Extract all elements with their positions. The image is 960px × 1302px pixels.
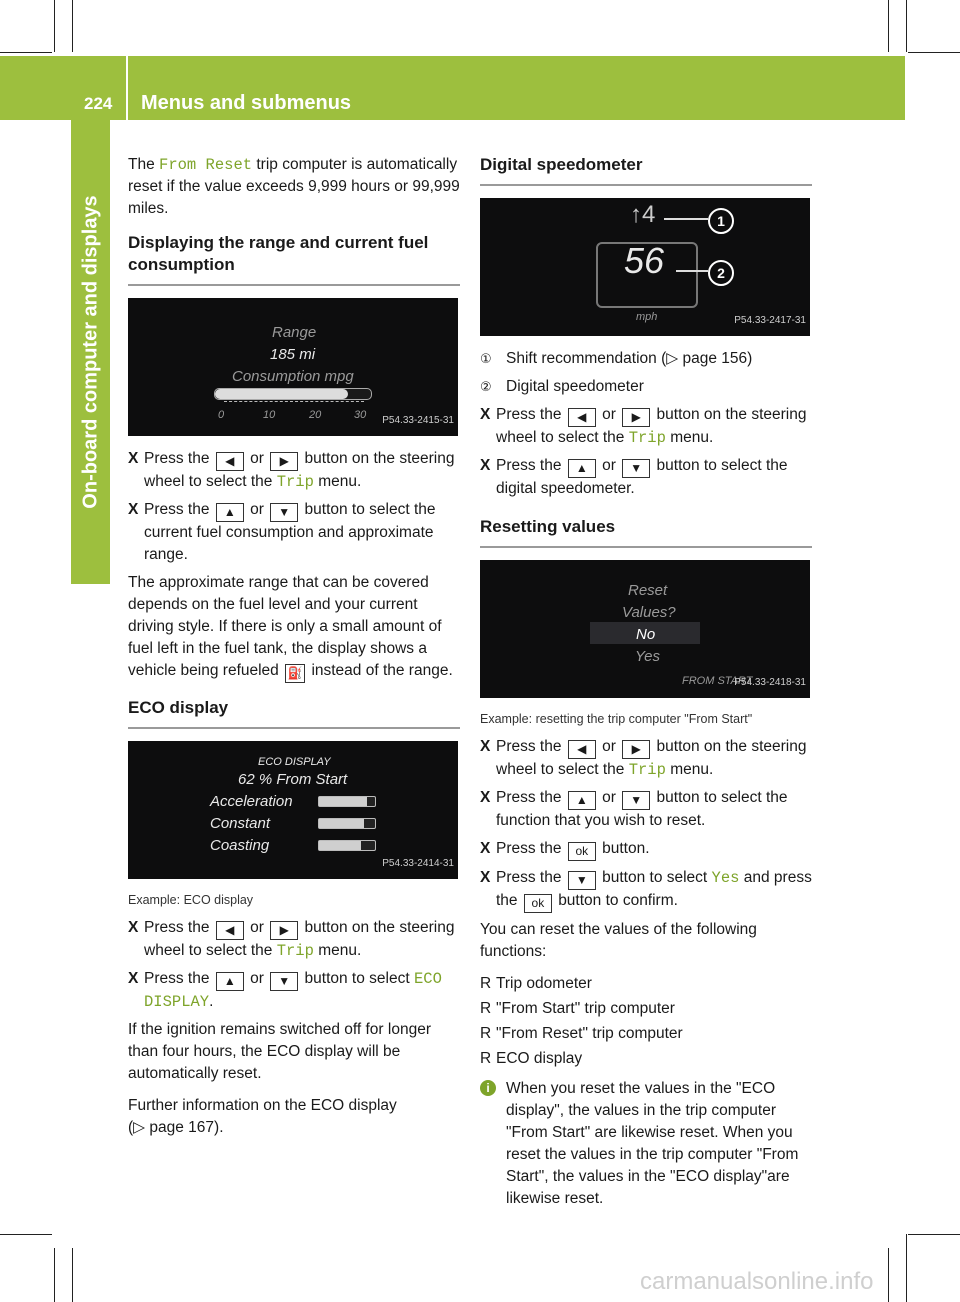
step-text: or (602, 738, 616, 755)
fuel-icon: ⛽ (285, 664, 305, 683)
step-marker: X (480, 840, 491, 857)
crop-mark (72, 0, 73, 52)
eco-row-label: Coasting (210, 837, 270, 854)
crop-mark (906, 0, 907, 52)
eco-row-label: Constant (210, 815, 271, 832)
list-item-text: "From Start" trip computer (496, 1000, 675, 1017)
info-note (480, 1078, 812, 1210)
left-column (128, 154, 460, 1149)
speed-unit: mph (636, 311, 658, 323)
bullet-marker: R (480, 975, 492, 992)
crop-mark (888, 0, 889, 52)
trip-menu-code: Trip (628, 761, 666, 779)
eco-row-bar (318, 840, 376, 851)
instruction-step (480, 838, 812, 861)
step-text: button on the steering wheel to select the (496, 738, 807, 778)
reset-line2: Values? (622, 604, 676, 621)
eco-row-label: Acceleration (210, 793, 293, 810)
left-arrow-key-icon: ◀ (568, 408, 596, 427)
down-arrow-key-icon: ▼ (622, 791, 650, 810)
legend-text: Shift recommendation (▷ page 156) (506, 350, 753, 367)
legend-marker: ② (480, 379, 492, 394)
speedo-heading: Digital speedometer (480, 154, 812, 186)
reset-option-no: No (636, 626, 656, 643)
crop-mark (54, 1248, 55, 1302)
eco-row-bar (318, 818, 376, 829)
eco-row-bar (318, 796, 376, 807)
bullet-marker: R (480, 1000, 492, 1017)
bullet-marker: R (480, 1050, 492, 1067)
eco-paragraph: If the ignition remains switched off for longer than four hours, the ECO display will be automatically reset. (128, 1021, 431, 1082)
gear-recommendation: ↑4 (630, 201, 656, 228)
eco-row-bar-fill (319, 797, 367, 806)
consumption-gauge-fill (215, 389, 348, 399)
header-divider (126, 56, 128, 120)
crop-mark (72, 1248, 73, 1302)
step-text: Press the (496, 406, 562, 423)
reset-option-yes: Yes (635, 648, 661, 665)
scale-tick: 30 (354, 409, 367, 421)
step-text: button to select the digital speedometer. (496, 457, 788, 497)
gauge-scale-line (224, 401, 364, 402)
eco-row-bar-fill (319, 819, 364, 828)
eco-title: ECO DISPLAY (258, 756, 331, 768)
step-text: button to select the function that you wish to reset. (496, 789, 788, 829)
reset-paragraph: You can reset the values of the following functions: (480, 921, 757, 960)
list-item (480, 1023, 812, 1045)
step-text: or (250, 450, 264, 467)
legend-item (480, 376, 812, 398)
instruction-step (480, 867, 812, 913)
instruction-step (128, 499, 460, 566)
page-reference-link[interactable]: (▷ page 167). (128, 1119, 224, 1136)
step-text: or (602, 406, 616, 423)
range-steps (128, 448, 460, 566)
section-title: Menus and submenus (141, 92, 352, 114)
list-item-text: ECO display (496, 1050, 583, 1067)
crop-mark (888, 1248, 889, 1302)
up-arrow-key-icon: ▲ (216, 972, 244, 991)
step-text: Press the (144, 501, 210, 518)
reset-caption: Example: resetting the trip computer "From Start" (480, 712, 753, 726)
image-reference: P54.33-2417-31 (734, 315, 806, 326)
step-text: Press the (144, 450, 210, 467)
eco-display-code: ECO DISPLAY (144, 970, 442, 1011)
step-marker: X (128, 970, 139, 987)
speedo-steps (480, 404, 812, 500)
up-arrow-key-icon: ▲ (216, 503, 244, 522)
eco-display-image (128, 741, 458, 879)
eco-steps (128, 917, 460, 1013)
step-text: button to confirm. (558, 892, 678, 909)
step-text: or (602, 457, 616, 474)
ok-key-icon: ok (568, 842, 596, 861)
list-item (480, 973, 812, 995)
instruction-step (480, 455, 812, 500)
step-text: Press the (144, 919, 210, 936)
step-text: button. (602, 840, 650, 857)
step-text: Press the (496, 840, 562, 857)
side-tab-label: On-board computer and displays (79, 195, 101, 509)
intro-paragraph (128, 154, 460, 220)
step-text: . (209, 993, 214, 1010)
trip-menu-code: Trip (276, 942, 314, 960)
reset-steps (480, 736, 812, 913)
trip-menu-code: Trip (276, 473, 314, 491)
right-arrow-key-icon: ▶ (270, 452, 298, 471)
instruction-step (128, 448, 460, 493)
callout-1: 1 (708, 208, 734, 234)
watermark: carmanualsonline.info (640, 1268, 874, 1295)
step-marker: X (128, 450, 139, 467)
down-arrow-key-icon: ▼ (622, 459, 650, 478)
eco-reference-paragraph (128, 1095, 460, 1139)
reset-line1: Reset (628, 582, 668, 599)
range-display-image (128, 298, 458, 436)
step-text: and press the (496, 869, 812, 909)
consumption-label: Consumption mpg (232, 368, 354, 385)
up-arrow-key-icon: ▲ (568, 459, 596, 478)
step-text: button to select the current fuel consumption and approximate range. (144, 501, 436, 563)
right-column (480, 154, 812, 1210)
step-marker: X (480, 457, 491, 474)
step-text: or (602, 789, 616, 806)
instruction-step (128, 917, 460, 962)
eco-caption: Example: ECO display (128, 893, 254, 907)
step-text: button on the steering wheel to select the (144, 919, 455, 959)
info-text: When you reset the values in the "ECO display", the values in the trip computer "From Start" are likewise reset. When you reset the values in the trip computer "From Start", the values in the "ECO display"are likewise reset. (506, 1080, 799, 1207)
legend-marker: ① (480, 351, 492, 366)
step-marker: X (128, 919, 139, 936)
step-marker: X (480, 869, 491, 886)
image-reference: P54.33-2415-31 (382, 415, 454, 426)
ok-key-icon: ok (524, 894, 552, 913)
paragraph-text: The approximate range that can be covered depends on the fuel level and your current driving style. If there is only a small amount of fuel left in the fuel tank, the display shows a vehicle being refueled (128, 574, 442, 679)
left-arrow-key-icon: ◀ (568, 740, 596, 759)
intro-text: trip computer is automatically reset if the value exceeds 9,999 hours or 99,999 miles. (128, 156, 460, 217)
step-text: Press the (496, 789, 562, 806)
speedo-legend (480, 348, 812, 398)
left-arrow-key-icon: ◀ (216, 452, 244, 471)
side-tab (71, 120, 110, 584)
step-text: or (250, 970, 264, 987)
speed-value: 56 (624, 240, 665, 281)
step-text: Press the (496, 869, 562, 886)
down-arrow-key-icon: ▼ (270, 503, 298, 522)
step-text: Press the (496, 738, 562, 755)
step-text: menu. (318, 473, 362, 490)
reset-values-image (480, 560, 810, 698)
instruction-step (480, 736, 812, 781)
list-item-text: Trip odometer (496, 975, 592, 992)
right-arrow-key-icon: ▶ (270, 921, 298, 940)
list-item (480, 1048, 812, 1070)
speedometer-image (480, 198, 810, 336)
crop-mark (908, 1234, 960, 1235)
step-marker: X (128, 501, 139, 518)
legend-item (480, 348, 812, 370)
page-header (0, 56, 905, 120)
step-text: button on the steering wheel to select the (144, 450, 455, 490)
eco-row-bar-fill (319, 841, 361, 850)
range-paragraph (128, 572, 460, 683)
step-text: button to select (602, 869, 708, 886)
instruction-step (128, 968, 460, 1013)
step-marker: X (480, 738, 491, 755)
step-text: or (250, 501, 264, 518)
step-text: button on the steering wheel to select the (496, 406, 807, 446)
left-arrow-key-icon: ◀ (216, 921, 244, 940)
down-arrow-key-icon: ▼ (270, 972, 298, 991)
reset-function-list (480, 973, 812, 1070)
paragraph-text: Further information on the ECO display (128, 1097, 397, 1114)
step-marker: X (480, 789, 491, 806)
crop-mark (908, 52, 960, 53)
yes-option-code: Yes (711, 869, 740, 887)
image-reference: P54.33-2414-31 (382, 858, 454, 869)
step-marker: X (480, 406, 491, 423)
range-heading: Displaying the range and current fuel consumption (128, 232, 460, 286)
reset-heading: Resetting values (480, 516, 812, 548)
bullet-marker: R (480, 1025, 492, 1042)
reset-footer: FROM START (682, 675, 753, 687)
step-text: Press the (144, 970, 210, 987)
crop-mark (0, 52, 52, 53)
scale-tick: 20 (309, 409, 322, 421)
paragraph-text: instead of the range. (311, 662, 453, 679)
eco-subtitle: 62 % From Start (238, 771, 348, 788)
down-arrow-key-icon: ▼ (568, 871, 596, 890)
step-text: or (250, 919, 264, 936)
callout-line (676, 270, 708, 272)
image-reference: P54.33-2418-31 (734, 677, 806, 688)
from-reset-code: From Reset (159, 156, 253, 174)
step-text: button to select (304, 970, 410, 987)
list-item-text: "From Reset" trip computer (496, 1025, 683, 1042)
trip-menu-code: Trip (628, 429, 666, 447)
instruction-step (480, 404, 812, 449)
scale-tick: 10 (263, 409, 276, 421)
step-text: Press the (496, 457, 562, 474)
up-arrow-key-icon: ▲ (568, 791, 596, 810)
step-text: menu. (318, 942, 362, 959)
crop-mark (54, 0, 55, 52)
eco-heading: ECO display (128, 697, 460, 729)
right-arrow-key-icon: ▶ (622, 408, 650, 427)
page-number: 224 (84, 94, 113, 113)
legend-text: Digital speedometer (506, 378, 644, 395)
scale-tick: 0 (218, 409, 225, 421)
intro-text: The (128, 156, 155, 173)
crop-mark (906, 1234, 907, 1302)
consumption-gauge (214, 388, 372, 400)
range-label: Range (272, 324, 317, 341)
instruction-step (480, 787, 812, 832)
right-arrow-key-icon: ▶ (622, 740, 650, 759)
crop-mark (0, 1234, 52, 1235)
callout-2: 2 (708, 260, 734, 286)
step-text: menu. (670, 429, 714, 446)
range-value: 185 mi (270, 346, 316, 363)
info-icon: i (480, 1080, 496, 1096)
callout-line (664, 218, 708, 220)
step-text: menu. (670, 761, 714, 778)
list-item (480, 998, 812, 1020)
